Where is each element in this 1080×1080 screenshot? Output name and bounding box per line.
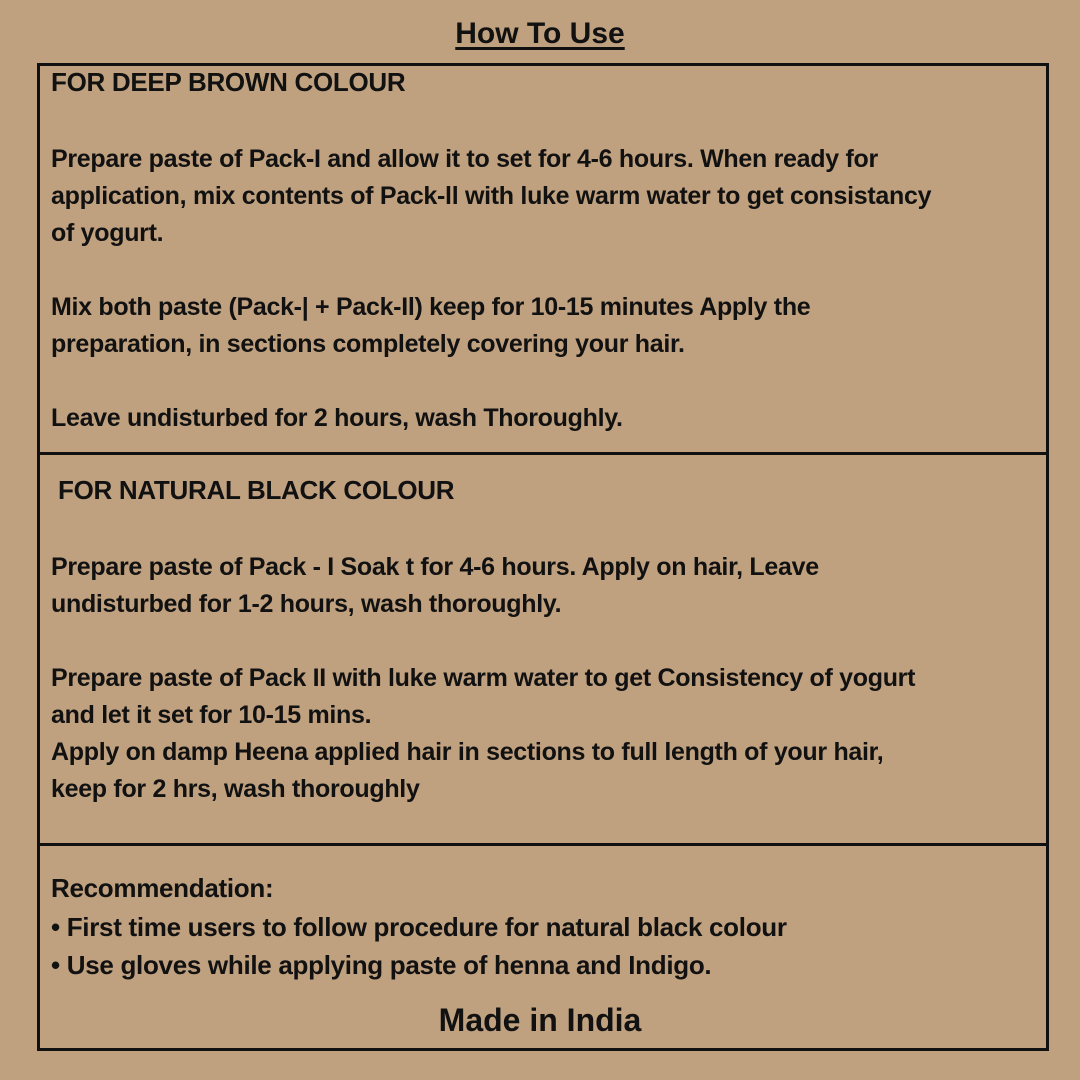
natural-black-heading: FOR NATURAL BLACK COLOUR	[58, 475, 455, 505]
instruction-line: undisturbed for 1-2 hours, wash thoroughly.	[51, 590, 562, 618]
instruction-line: keep for 2 hrs, wash thoroughly	[51, 775, 420, 803]
instruction-line: preparation, in sections completely covering your hair.	[51, 330, 685, 358]
recommendation-item: • Use gloves while applying paste of henna and Indigo.	[51, 950, 712, 980]
instruction-line: application, mix contents of Pack-ll with luke warm water to get consistancy	[51, 182, 932, 210]
section-divider	[37, 843, 1047, 846]
made-in-india: Made in India	[438, 1002, 642, 1038]
instruction-line: Apply on damp Heena applied hair in sections to full length of your hair,	[51, 738, 884, 766]
page-title: How To Use	[455, 17, 625, 50]
recommendation-heading: Recommendation:	[51, 873, 274, 903]
deep-brown-heading: FOR DEEP BROWN COLOUR	[51, 67, 406, 97]
instruction-line: and let it set for 10-15 mins.	[51, 701, 372, 729]
instruction-line: of yogurt.	[51, 219, 164, 247]
instruction-line: Prepare paste of Pack II with luke warm water to get Consistency of yogurt	[51, 664, 916, 692]
instruction-line: Prepare paste of Pack-I and allow it to set for 4-6 hours. When ready for	[51, 145, 878, 173]
recommendation-item: • First time users to follow procedure for natural black colour	[51, 912, 787, 942]
instruction-line: Leave undisturbed for 2 hours, wash Thoroughly.	[51, 404, 623, 432]
section-divider	[37, 452, 1047, 455]
instruction-line: Prepare paste of Pack - I Soak t for 4-6 hours. Apply on hair, Leave	[51, 553, 819, 581]
instruction-line: Mix both paste (Pack-| + Pack-Il) keep for 10-15 minutes Apply the	[51, 293, 811, 321]
